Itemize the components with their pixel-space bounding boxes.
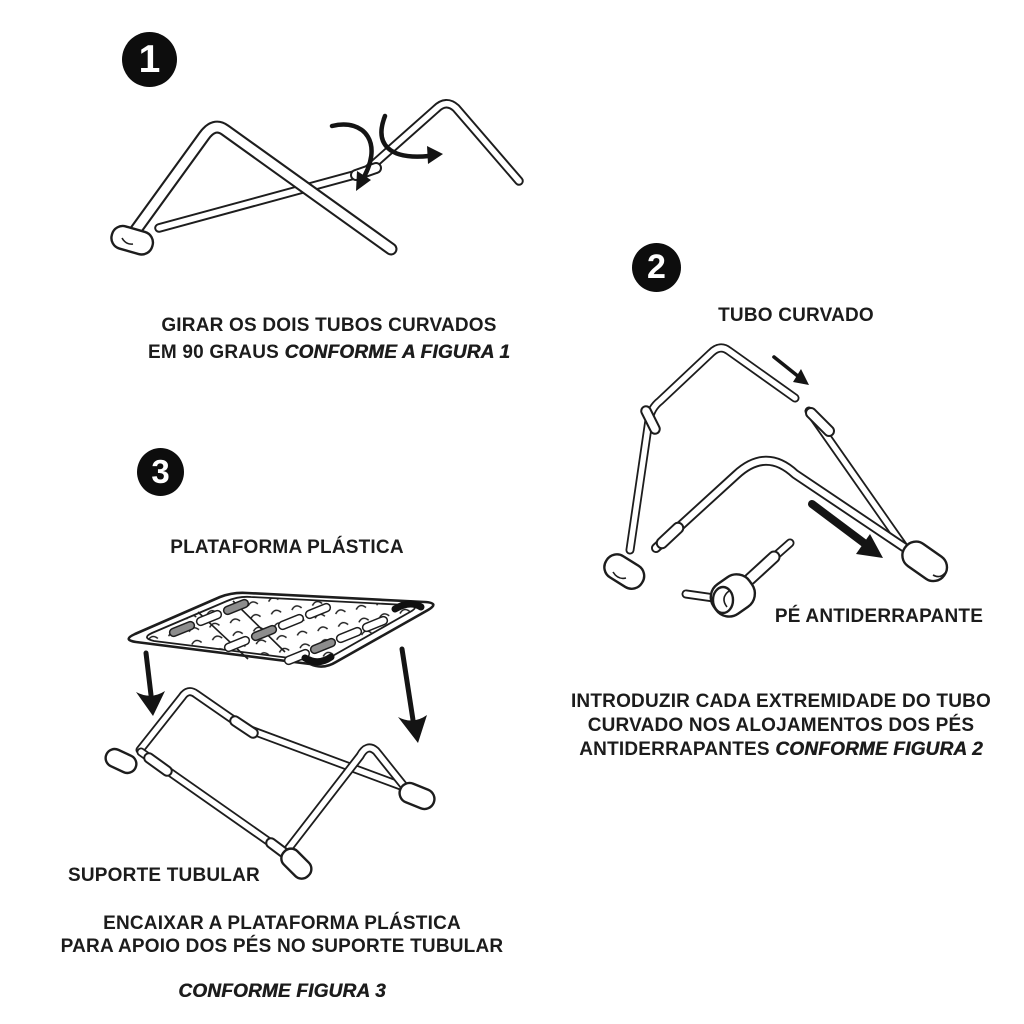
step-2-number: 2 [647, 248, 666, 286]
step-2-caption-line-3: ANTIDERRAPANTES CONFORME FIGURA 2 [579, 739, 983, 760]
figure-2-drawing [590, 332, 1020, 642]
down-arrow-left-icon [136, 653, 165, 716]
support-foot-left [103, 746, 140, 776]
step-1-caption [98, 312, 560, 366]
plastic-platform [129, 593, 434, 667]
insert-arrow-icon [774, 357, 809, 385]
step-1-caption-line-1: GIRAR OS DOIS TUBOS CURVADOS [161, 315, 497, 336]
step-1-caption-line-2: EM 90 GRAUS CONFORME A FIGURA 1 [148, 342, 510, 363]
step-2-caption-line-1: INTRODUZIR CADA EXTREMIDADE DO TUBO [570, 691, 992, 712]
label-tubo-curvado: TUBO CURVADO [718, 305, 874, 326]
figure-3-drawing [85, 565, 505, 900]
label-plataforma-plastica: PLATAFORMA PLÁSTICA [170, 537, 404, 558]
anti-slip-foot-left [600, 550, 649, 593]
step-3-badge [137, 448, 184, 496]
step-3-number: 3 [151, 453, 170, 490]
step-3-caption-line-2: PARA APOIO DOS PÉS NO SUPORTE TUBULAR [60, 936, 504, 957]
tubular-support [103, 692, 438, 883]
step-3-caption-line-1: ENCAIXAR A PLATAFORMA PLÁSTICA [103, 913, 461, 934]
step-2-caption [550, 690, 1012, 762]
label-pe-antiderrapante: PÉ ANTIDERRAPANTE [774, 606, 984, 627]
step-1-badge [122, 32, 177, 87]
step-1-figure-reference: CONFORME A FIGURA 1 [284, 342, 510, 363]
curved-tube-short [133, 127, 391, 249]
step-3-caption [51, 912, 513, 958]
step-2-figure-reference: CONFORME FIGURA 2 [775, 739, 983, 760]
down-arrow-right-icon [398, 649, 427, 743]
rotate-right-arrow-icon [382, 116, 443, 164]
step-2-caption-line-2: CURVADO NOS ALOJAMENTOS DOS PÉS [587, 715, 975, 736]
tube-end-cap [109, 223, 156, 257]
step-3-figure-reference: CONFORME FIGURA 3 [178, 981, 386, 1002]
support-foot-right [397, 780, 438, 812]
label-suporte-tubular: SUPORTE TUBULAR [68, 865, 260, 886]
step-1-number: 1 [138, 37, 161, 81]
figure-1-drawing [95, 92, 540, 277]
step-2-badge [632, 243, 681, 292]
